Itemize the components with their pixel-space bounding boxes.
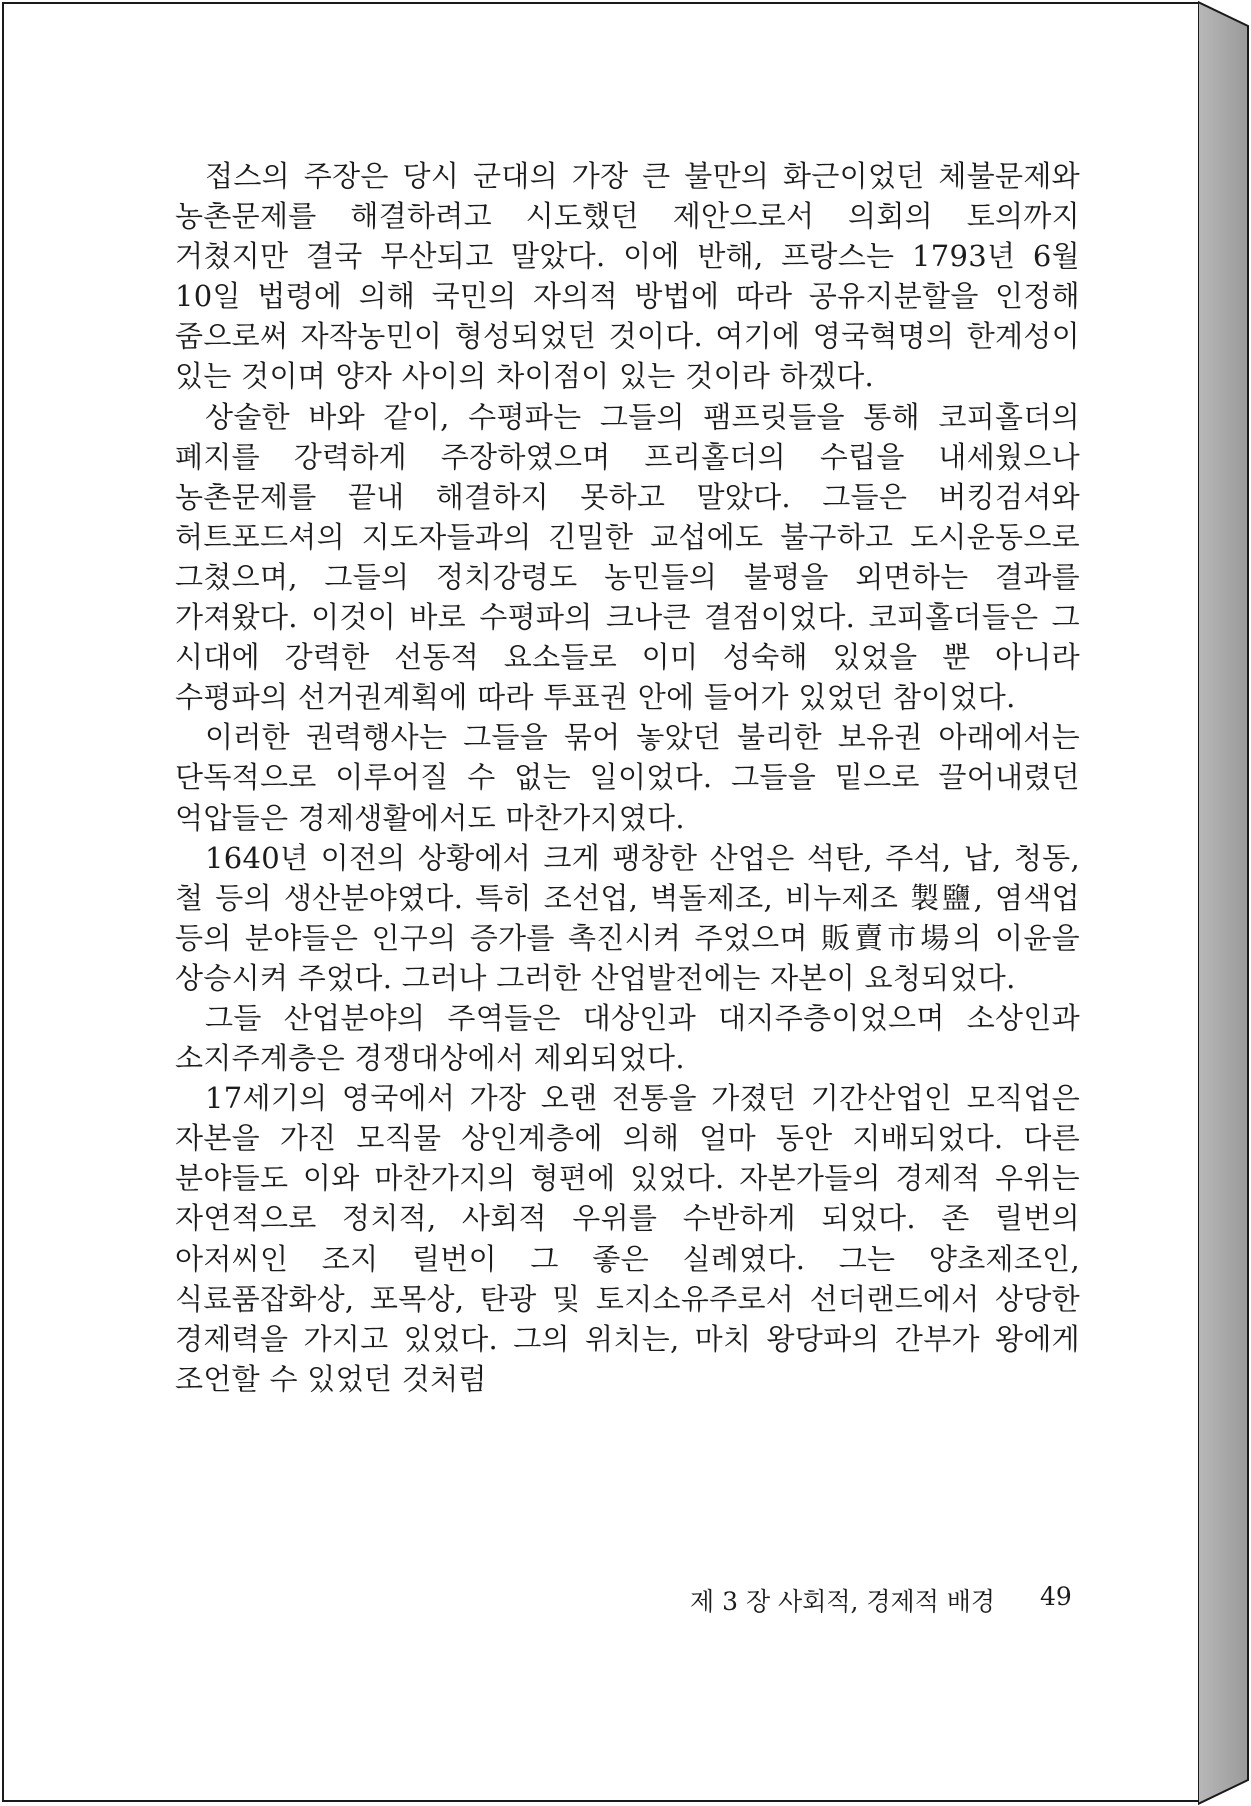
- paragraph: 1640년 이전의 상황에서 크게 팽창한 산업은 석탄, 주석, 납, 청동, 철 등의 생산분야였다. 특히 조선업, 벽돌제조, 비누제조 製鹽, 염색업 등의 분야들은 인구의 증가를 촉진시켜 주었으며 販賣市場의 이윤을 상승시켜 주었다. 그러나 그러한 산업발전에는 자본이 요청되었다.: [175, 840, 1080, 995]
- running-footer-chapter: 제 3 장 사회적, 경제적 배경: [690, 1587, 996, 1616]
- page-edge-shadow: [1198, 0, 1251, 1806]
- page-number: 49: [1040, 1582, 1072, 1611]
- paragraph: 17세기의 영국에서 가장 오랜 전통을 가졌던 기간산업인 모직업은 자본을 가진 모직물 상인계층에 의해 얼마 동안 지배되었다. 다른 분야들도 이와 마찬가지의 형편에 있었다. 자본가들의 경제적 우위는 자연적으로 정치적, 사회적 우위를 수반하게 되었다. 존 릴번의 아저씨인 조지 릴번이 그 좋은 실례였다. 그는 양초제조인, 식료품잡화상, 포목상, 탄광 및 토지소유주로서 선더랜드에서 상당한 경제력을 가지고 있었다. 그의 위치는, 마치 왕당파의 간부가 왕에게 조언할 수 있었던 것처럼: [175, 1081, 1080, 1396]
- page-footer: [690, 1582, 1080, 1622]
- body-text: [175, 156, 1080, 1399]
- paragraph: 그들 산업분야의 주역들은 대상인과 대지주층이었으며 소상인과 소지주계층은 경쟁대상에서 제외되었다.: [175, 1000, 1080, 1076]
- paragraph: 이러한 권력행사는 그들을 묶어 놓았던 불리한 보유권 아래에서는 단독적으로 이루어질 수 없는 일이었다. 그들을 밑으로 끌어내렸던 억압들은 경제생활에서도 마찬가지였다.: [175, 720, 1080, 835]
- paragraph: 접스의 주장은 당시 군대의 가장 큰 불만의 화근이었던 체불문제와 농촌문제를 해결하려고 시도했던 제안으로서 의회의 토의까지 거쳤지만 결국 무산되고 말았다. 이에 반해, 프랑스는 1793년 6월 10일 법령에 의해 국민의 자의적 방법에 따라 공유지분할을 인정해 줌으로써 자작농민이 형성되었던 것이다. 여기에 영국혁명의 한계성이 있는 것이며 양자 사이의 차이점이 있는 것이라 하겠다.: [175, 159, 1080, 394]
- paragraph: 상술한 바와 같이, 수평파는 그들의 팸프릿들을 통해 코피홀더의 폐지를 강력하게 주장하였으며 프리홀더의 수립을 내세웠으나 농촌문제를 끝내 해결하지 못하고 말았다. 그들은 버킹검셔와 허트포드셔의 지도자들과의 긴밀한 교섭에도 불구하고 도시운동으로 그쳤으며, 그들의 정치강령도 농민들의 불평을 외면하는 결과를 가져왔다. 이것이 바로 수평파의 크나큰 결점이었다. 코피홀더들은 그 시대에 강력한 선동적 요소들로 이미 성숙해 있었을 뿐 아니라 수평파의 선거권계획에 따라 투표권 안에 들어가 있었던 참이었다.: [175, 399, 1080, 715]
